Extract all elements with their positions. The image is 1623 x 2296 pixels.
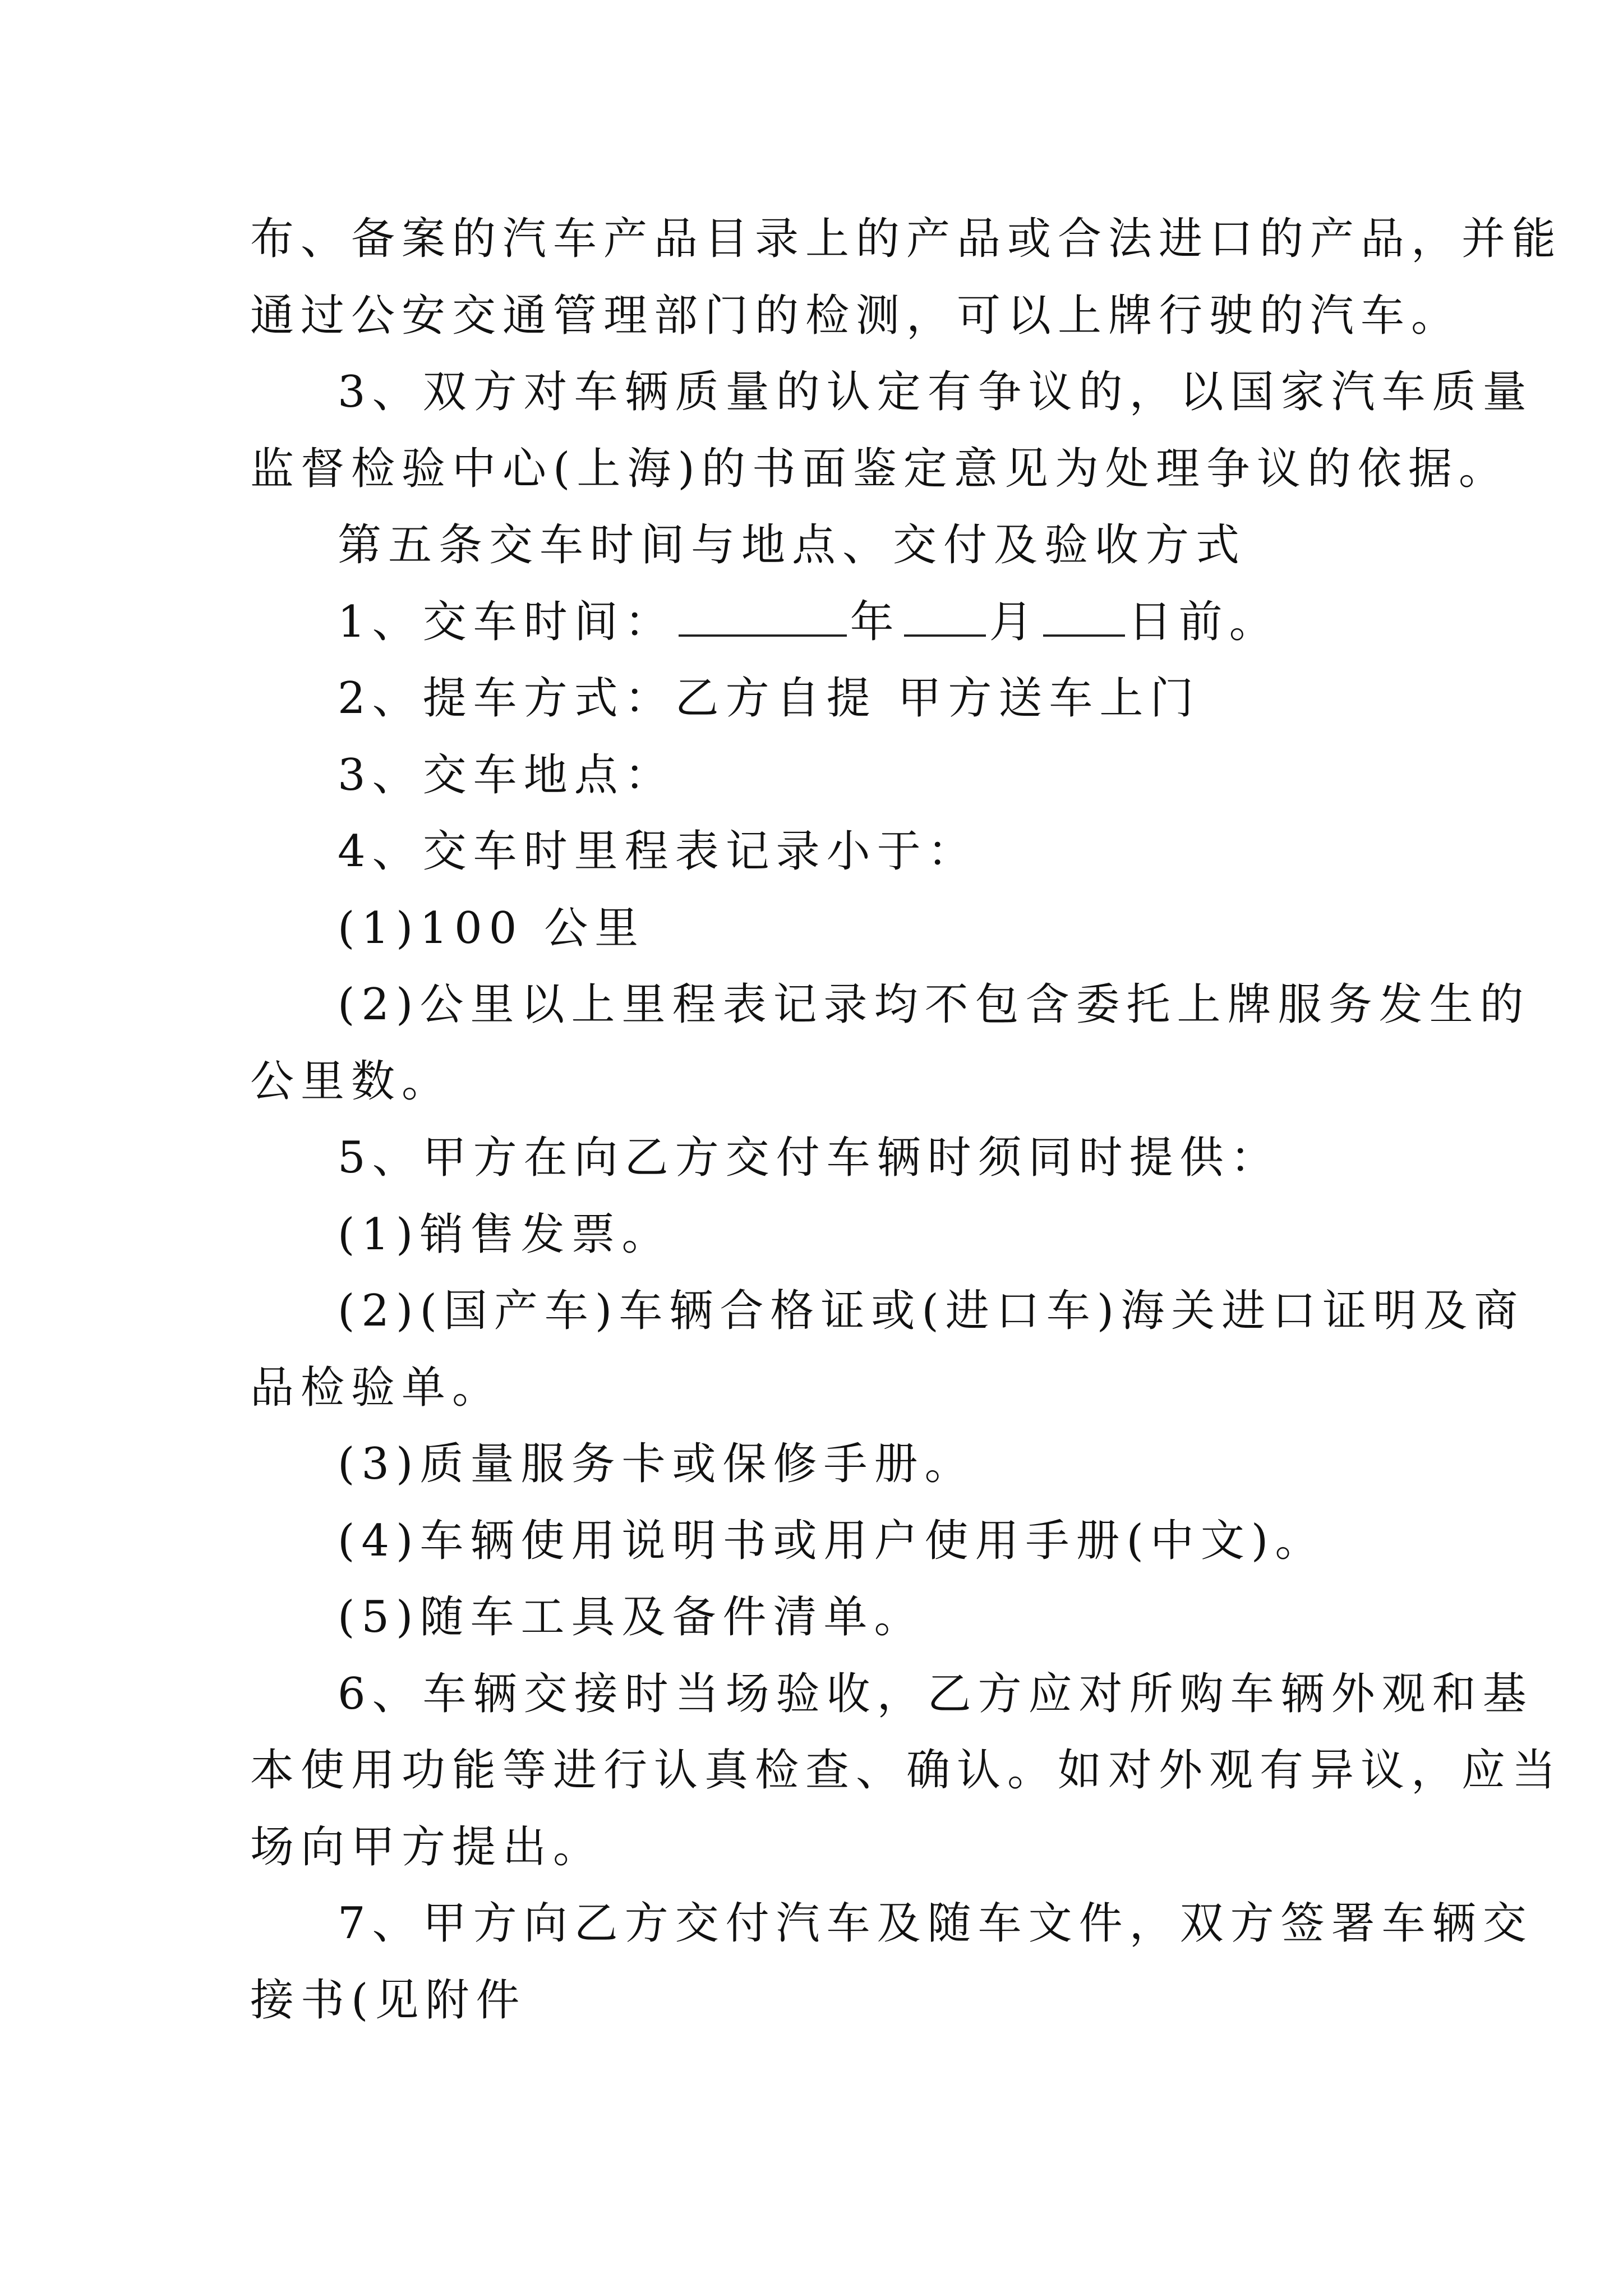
paragraph-line: 布、备案的汽车产品目录上的产品或合法进口的产品，并能 <box>250 214 1563 264</box>
paragraph-line: 7、甲方向乙方交付汽车及随车文件，双方签署车辆交 <box>338 1898 1533 1949</box>
paragraph-line: (4)车辆使用说明书或用户使用手册(中文)。 <box>338 1515 1326 1566</box>
paragraph-line: 通过公安交通管理部门的检测，可以上牌行驶的汽车。 <box>250 290 1462 341</box>
day-label: 日前。 <box>1128 596 1280 647</box>
delivery-time-line <box>250 584 1394 661</box>
paragraph-line: 接书(见附件 <box>250 1975 527 2026</box>
paragraph-line: 2、提车方式：乙方自提 甲方送车上门 <box>338 673 1201 724</box>
section-heading: 第五条交车时间与地点、交付及验收方式 <box>338 520 1247 570</box>
paragraph-line: 监督检验中心(上海)的书面鉴定意见为处理争议的依据。 <box>250 443 1509 494</box>
month-label: 月 <box>989 596 1040 647</box>
year-blank <box>679 599 847 637</box>
paragraph-line: 品检验单。 <box>250 1362 503 1413</box>
paragraph-line: 6、车辆交接时当场验收，乙方应对所购车辆外观和基 <box>338 1668 1533 1719</box>
paragraph-line: 3、交车地点： <box>338 749 675 800</box>
delivery-time-label: 1、交车时间： <box>338 596 675 647</box>
paragraph-line: (2)公里以上里程表记录均不包含委托上牌服务发生的 <box>338 979 1530 1030</box>
paragraph-line: (2)(国产车)车辆合格证或(进口车)海关进口证明及商 <box>338 1286 1525 1336</box>
paragraph-line: 场向甲方提出。 <box>250 1821 604 1872</box>
paragraph-line: 本使用功能等进行认真检查、确认。如对外观有异议，应当 <box>250 1745 1563 1796</box>
month-blank <box>904 599 986 637</box>
year-label: 年 <box>850 596 901 647</box>
paragraph-line: 公里数。 <box>250 1056 453 1107</box>
paragraph-line: (5)随车工具及备件清单。 <box>338 1592 925 1642</box>
paragraph-line: 4、交车时里程表记录小于： <box>338 826 978 877</box>
paragraph-line: 3、双方对车辆质量的认定有争议的，以国家汽车质量 <box>338 367 1533 417</box>
paragraph-line: 5、甲方在向乙方交付车辆时须同时提供： <box>338 1133 1281 1183</box>
paragraph-line: (1)100 公里 <box>338 903 645 954</box>
day-blank <box>1043 599 1125 637</box>
paragraph-line: (1)销售发票。 <box>338 1209 672 1260</box>
document-body <box>250 201 1563 2039</box>
paragraph-line: (3)质量服务卡或保修手册。 <box>338 1439 975 1489</box>
